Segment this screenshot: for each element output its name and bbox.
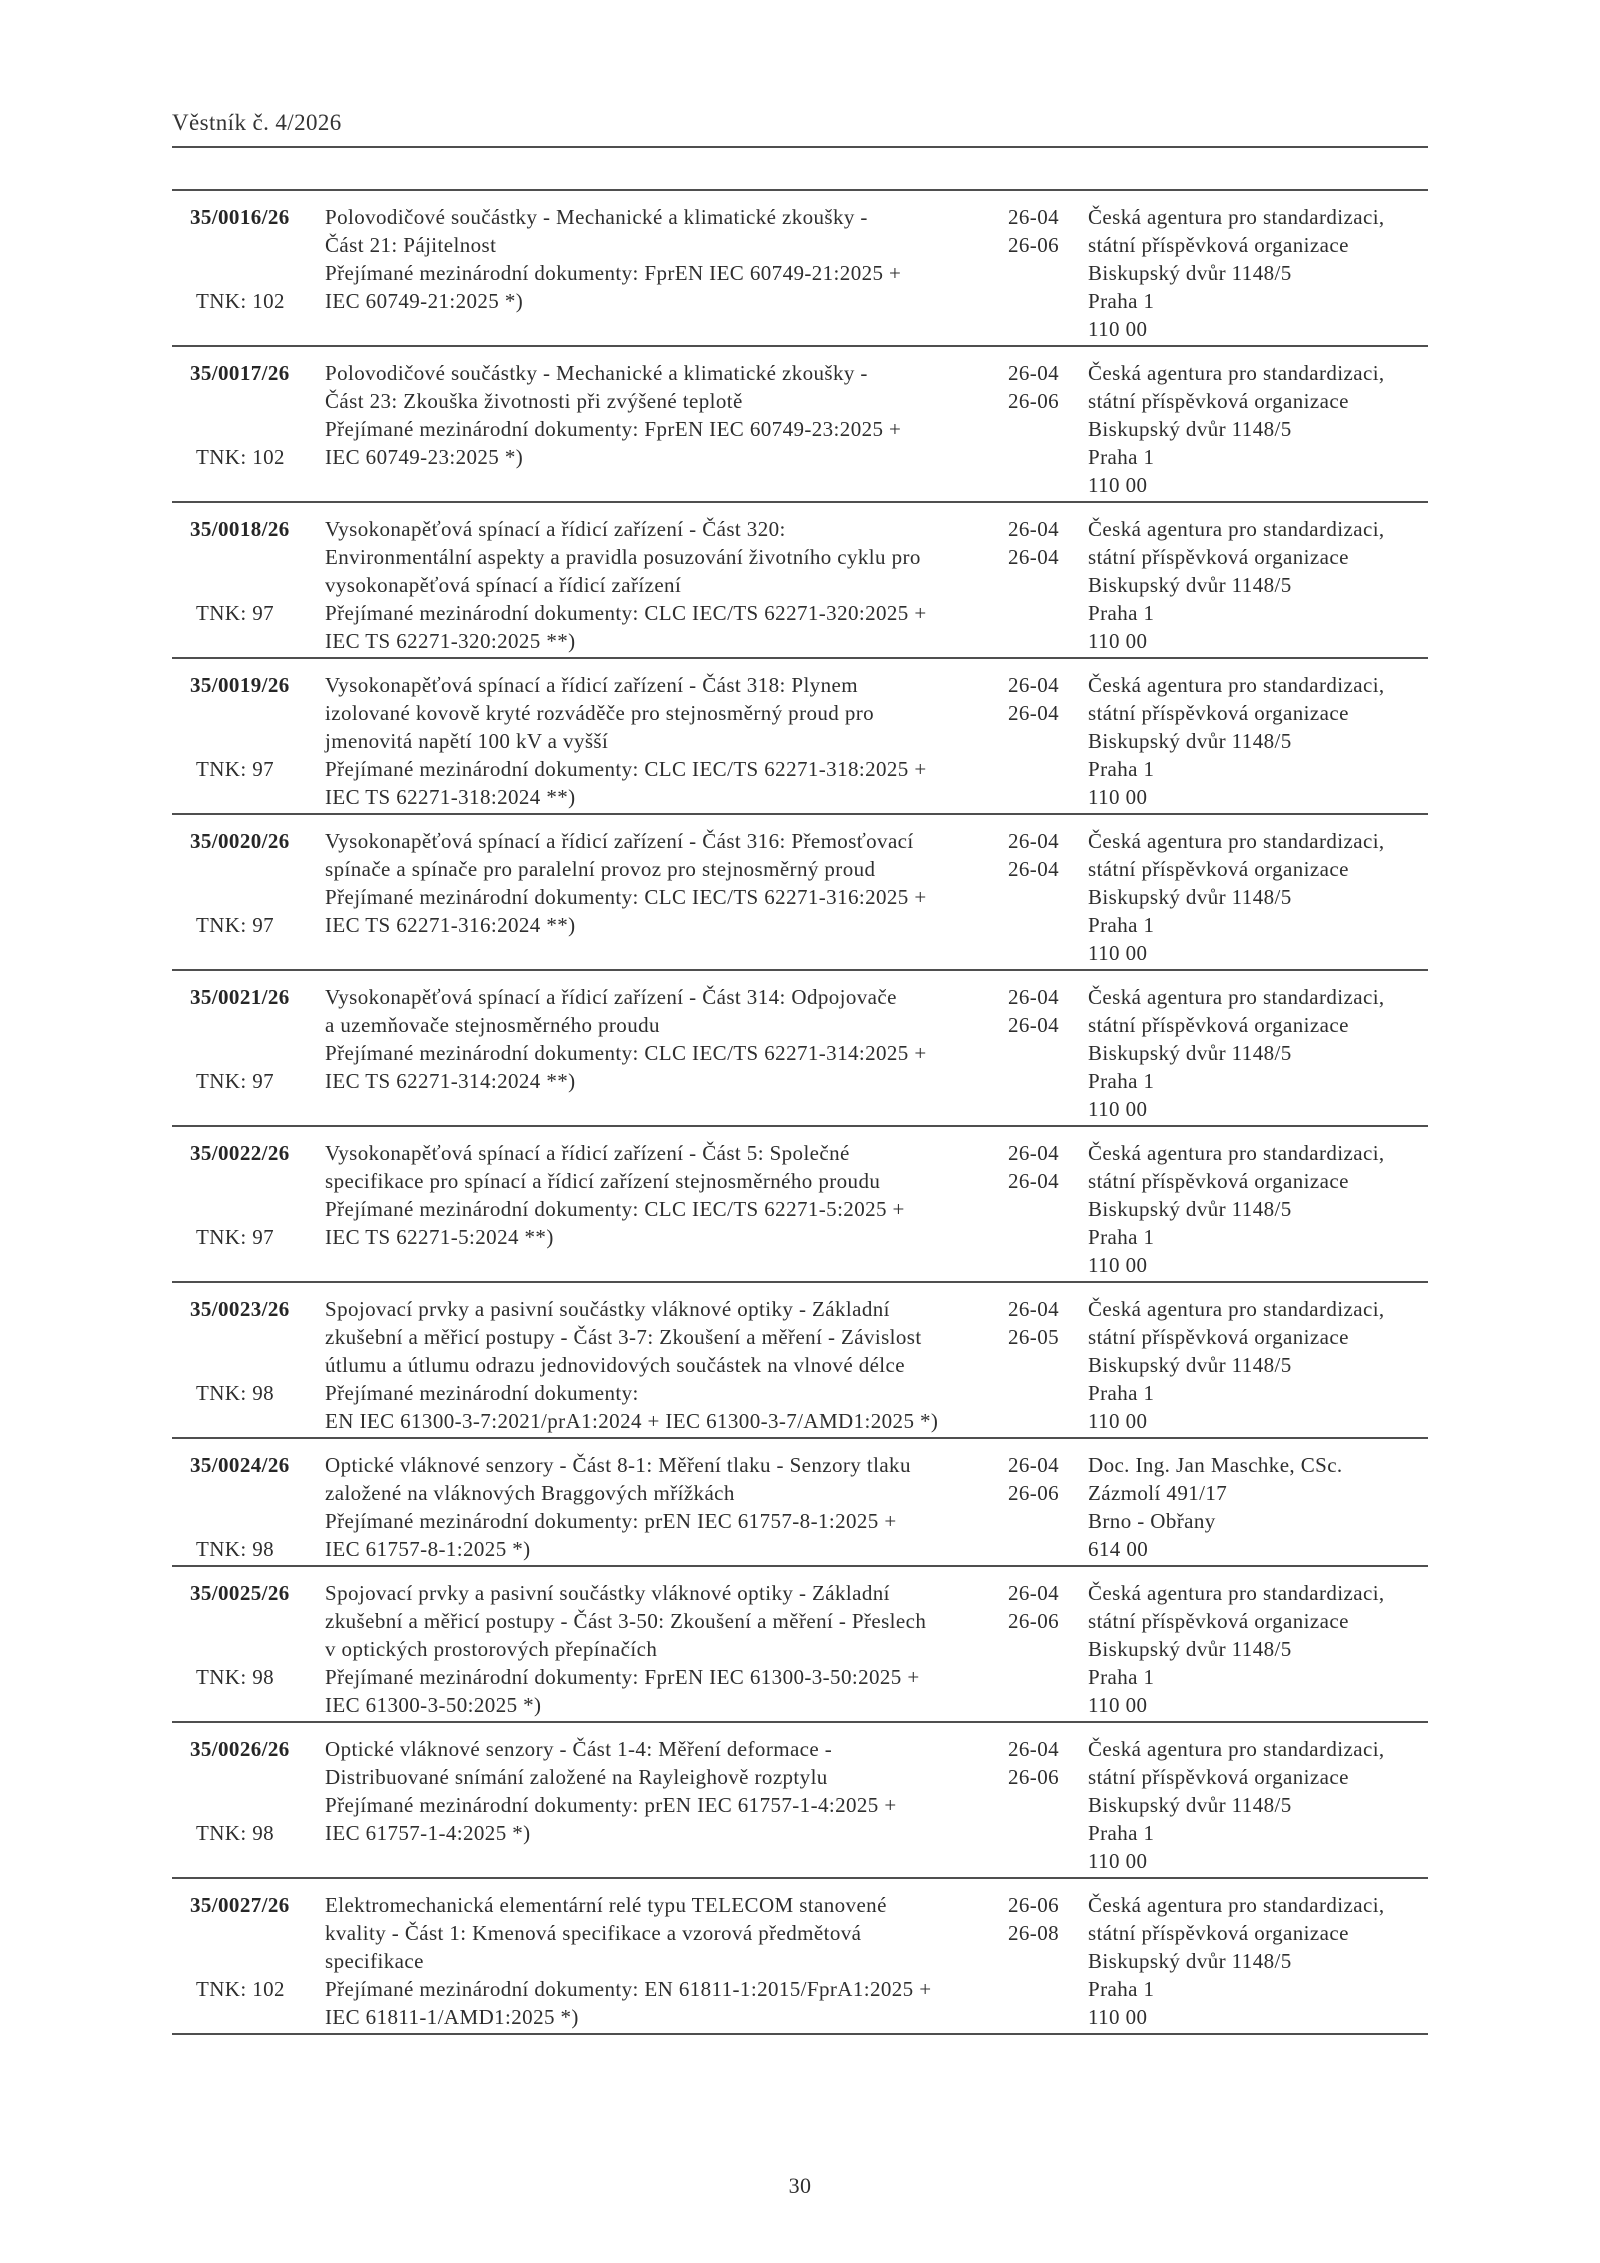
entry-description-line: v optických prostorových přepínačích <box>325 1637 658 1661</box>
entry-address-line: Česká agentura pro standardizaci, <box>1088 673 1385 697</box>
entry-address <box>1088 515 1428 655</box>
entry-address <box>1088 1139 1428 1279</box>
entry-id: 35/0016/26 <box>190 205 290 229</box>
entry-address-line: 110 00 <box>1088 941 1148 965</box>
entry-address-line: 110 00 <box>1088 1253 1148 1277</box>
entry-description-line: jmenovitá napětí 100 kV a vyšší <box>325 729 609 753</box>
entry-description-line: specifikace pro spínací a řídicí zařízení stejnosměrného proudu <box>325 1169 881 1193</box>
entry-id-column <box>172 359 325 499</box>
entry-address <box>1088 1295 1428 1435</box>
entry-tnk: TNK: 98 <box>196 1665 275 1689</box>
page-header <box>172 108 1428 148</box>
entry-address-line: státní příspěvková organizace <box>1088 701 1349 725</box>
entry-description-line: Přejímané mezinárodní dokumenty: FprEN IEC 60749-23:2025 + <box>325 417 902 441</box>
entry-date: 26-04 <box>1008 1297 1059 1321</box>
entry-tnk: TNK: 102 <box>196 445 285 469</box>
entry-dates <box>1008 359 1088 499</box>
entry-address-line: Praha 1 <box>1088 601 1155 625</box>
standard-entry-row <box>172 657 1428 813</box>
entry-description-line: Přejímané mezinárodní dokumenty: prEN IEC 61757-1-4:2025 + <box>325 1793 897 1817</box>
entry-id-column <box>172 203 325 343</box>
entry-address-line: 110 00 <box>1088 1693 1148 1717</box>
entry-id-column <box>172 1735 325 1875</box>
entry-dates <box>1008 983 1088 1123</box>
entry-address-line: Biskupský dvůr 1148/5 <box>1088 1353 1292 1377</box>
entry-address-line: 110 00 <box>1088 1097 1148 1121</box>
entry-description-line: IEC 61300-3-50:2025 *) <box>325 1693 542 1717</box>
entry-description-line: IEC 61811-1/AMD1:2025 *) <box>325 2005 579 2029</box>
entry-address-line: Praha 1 <box>1088 289 1155 313</box>
entry-dates <box>1008 827 1088 967</box>
entry-date: 26-04 <box>1008 205 1059 229</box>
entry-tnk: TNK: 97 <box>196 913 275 937</box>
entry-id: 35/0025/26 <box>190 1581 290 1605</box>
entry-description <box>325 1139 1008 1279</box>
entry-description <box>325 1295 1008 1435</box>
entry-tnk: TNK: 97 <box>196 601 275 625</box>
entry-description-line: Přejímané mezinárodní dokumenty: CLC IEC/TS 62271-5:2025 + <box>325 1197 905 1221</box>
entry-id: 35/0027/26 <box>190 1893 290 1917</box>
entry-description <box>325 1735 1008 1875</box>
entry-id-column <box>172 671 325 811</box>
entry-date: 26-04 <box>1008 1453 1059 1477</box>
entry-id-column <box>172 983 325 1123</box>
entry-description <box>325 1451 1008 1563</box>
entry-description-line: Část 21: Pájitelnost <box>325 233 497 257</box>
entry-description-line: Polovodičové součástky - Mechanické a klimatické zkoušky - <box>325 205 868 229</box>
entry-address-line: státní příspěvková organizace <box>1088 545 1349 569</box>
entry-tnk: TNK: 98 <box>196 1381 275 1405</box>
entry-address-line: Česká agentura pro standardizaci, <box>1088 517 1385 541</box>
entry-id-column <box>172 827 325 967</box>
entry-address-line: Praha 1 <box>1088 757 1155 781</box>
entry-description-line: IEC 60749-23:2025 *) <box>325 445 524 469</box>
entry-id: 35/0020/26 <box>190 829 290 853</box>
entry-description-line: IEC TS 62271-316:2024 **) <box>325 913 576 937</box>
entry-date: 26-05 <box>1008 1325 1059 1349</box>
entry-id-column <box>172 1139 325 1279</box>
entry-description-line: zkušební a měřicí postupy - Část 3-50: Zkoušení a měření - Přeslech <box>325 1609 927 1633</box>
entry-dates <box>1008 1139 1088 1279</box>
entry-address-line: 110 00 <box>1088 785 1148 809</box>
entry-address-line: Praha 1 <box>1088 445 1155 469</box>
standard-entry-row <box>172 969 1428 1125</box>
entry-address-line: státní příspěvková organizace <box>1088 857 1349 881</box>
entry-address <box>1088 1579 1428 1719</box>
entry-address-line: 614 00 <box>1088 1537 1149 1561</box>
entry-address-line: Česká agentura pro standardizaci, <box>1088 1581 1385 1605</box>
standard-entry-row <box>172 1565 1428 1721</box>
entry-address <box>1088 203 1428 343</box>
entry-description <box>325 203 1008 343</box>
standard-entry-row <box>172 1125 1428 1281</box>
entry-id: 35/0017/26 <box>190 361 290 385</box>
entry-description-line: Přejímané mezinárodní dokumenty: <box>325 1381 639 1405</box>
entry-description <box>325 1891 1008 2031</box>
entry-address-line: Biskupský dvůr 1148/5 <box>1088 417 1292 441</box>
entry-address-line: 110 00 <box>1088 317 1148 341</box>
entry-address-line: státní příspěvková organizace <box>1088 1013 1349 1037</box>
entry-description-line: vysokonapěťová spínací a řídicí zařízení <box>325 573 682 597</box>
entry-address-line: Brno - Obřany <box>1088 1509 1216 1533</box>
standards-entries-table <box>172 189 1428 2035</box>
entry-id: 35/0019/26 <box>190 673 290 697</box>
entry-address <box>1088 827 1428 967</box>
entry-description-line: Přejímané mezinárodní dokumenty: FprEN IEC 60749-21:2025 + <box>325 261 902 285</box>
entry-address <box>1088 1451 1428 1563</box>
entry-address-line: Praha 1 <box>1088 913 1155 937</box>
entry-address-line: Praha 1 <box>1088 1381 1155 1405</box>
standard-entry-row <box>172 189 1428 345</box>
entry-date: 26-04 <box>1008 1013 1059 1037</box>
entry-description-line: Přejímané mezinárodní dokumenty: EN 61811-1:2015/FprA1:2025 + <box>325 1977 932 2001</box>
entry-description-line: Přejímané mezinárodní dokumenty: FprEN IEC 61300-3-50:2025 + <box>325 1665 920 1689</box>
entry-address-line: Biskupský dvůr 1148/5 <box>1088 1949 1292 1973</box>
entry-description-line: Spojovací prvky a pasivní součástky vláknové optiky - Základní <box>325 1581 890 1605</box>
entry-description-line: spínače a spínače pro paralelní provoz pro stejnosměrný proud <box>325 857 876 881</box>
standard-entry-row <box>172 1877 1428 2033</box>
entry-date: 26-06 <box>1008 1481 1059 1505</box>
entry-address-line: Praha 1 <box>1088 1225 1155 1249</box>
entry-description-line: Část 23: Zkouška životnosti při zvýšené teplotě <box>325 389 743 413</box>
entry-description <box>325 827 1008 967</box>
entry-tnk: TNK: 97 <box>196 1225 275 1249</box>
entry-address-line: 110 00 <box>1088 1409 1148 1433</box>
entry-description-line: IEC TS 62271-320:2025 **) <box>325 629 576 653</box>
entry-description-line: Optické vláknové senzory - Část 8-1: Měření tlaku - Senzory tlaku <box>325 1453 911 1477</box>
entry-date: 26-06 <box>1008 1765 1059 1789</box>
entry-address-line: 110 00 <box>1088 1849 1148 1873</box>
entry-id-column <box>172 1295 325 1435</box>
entry-date: 26-06 <box>1008 389 1059 413</box>
entry-address-line: Česká agentura pro standardizaci, <box>1088 1893 1385 1917</box>
standard-entry-row <box>172 813 1428 969</box>
entry-description <box>325 359 1008 499</box>
entry-date: 26-04 <box>1008 1141 1059 1165</box>
entry-id-column <box>172 1579 325 1719</box>
entry-description-line: IEC 61757-8-1:2025 *) <box>325 1537 531 1561</box>
entry-description-line: Přejímané mezinárodní dokumenty: CLC IEC/TS 62271-320:2025 + <box>325 601 927 625</box>
entry-address-line: Česká agentura pro standardizaci, <box>1088 1141 1385 1165</box>
entry-description-line: Optické vláknové senzory - Část 1-4: Měření deformace - <box>325 1737 833 1761</box>
entry-description-line: zkušební a měřicí postupy - Část 3-7: Zkoušení a měření - Závislost <box>325 1325 922 1349</box>
entry-description-line: IEC TS 62271-318:2024 **) <box>325 785 576 809</box>
entry-date: 26-04 <box>1008 1169 1059 1193</box>
entry-id: 35/0023/26 <box>190 1297 290 1321</box>
entry-description-line: IEC 61757-1-4:2025 *) <box>325 1821 531 1845</box>
entry-date: 26-06 <box>1008 1609 1059 1633</box>
entry-description-line: kvality - Část 1: Kmenová specifikace a vzorová předmětová <box>325 1921 862 1945</box>
entry-dates <box>1008 1735 1088 1875</box>
entry-address-line: Česká agentura pro standardizaci, <box>1088 829 1385 853</box>
entry-address-line: 110 00 <box>1088 629 1148 653</box>
entry-date: 26-08 <box>1008 1921 1059 1945</box>
entry-date: 26-04 <box>1008 673 1059 697</box>
entry-address-line: 110 00 <box>1088 473 1148 497</box>
entry-date: 26-04 <box>1008 517 1059 541</box>
entry-address-line: Česká agentura pro standardizaci, <box>1088 1297 1385 1321</box>
entry-description-line: IEC TS 62271-5:2024 **) <box>325 1225 554 1249</box>
entry-description-line: a uzemňovače stejnosměrného proudu <box>325 1013 660 1037</box>
entry-description-line: Environmentální aspekty a pravidla posuzování životního cyklu pro <box>325 545 921 569</box>
entry-address-line: 110 00 <box>1088 2005 1148 2029</box>
entry-description-line: izolované kovově kryté rozváděče pro stejnosměrný proud pro <box>325 701 875 725</box>
entry-description-line: Vysokonapěťová spínací a řídicí zařízení - Část 320: <box>325 517 786 541</box>
entry-address-line: Praha 1 <box>1088 1977 1155 2001</box>
entry-id-column <box>172 1451 325 1563</box>
entry-address-line: státní příspěvková organizace <box>1088 389 1349 413</box>
entry-date: 26-04 <box>1008 361 1059 385</box>
entry-dates <box>1008 1295 1088 1435</box>
entry-description <box>325 1579 1008 1719</box>
entry-date: 26-06 <box>1008 1893 1059 1917</box>
entry-description-line: Přejímané mezinárodní dokumenty: CLC IEC/TS 62271-316:2025 + <box>325 885 927 909</box>
entry-tnk: TNK: 102 <box>196 289 285 313</box>
page-footer <box>0 2171 1600 2201</box>
entry-address-line: Praha 1 <box>1088 1069 1155 1093</box>
entry-description-line: Vysokonapěťová spínací a řídicí zařízení - Část 316: Přemosťovací <box>325 829 914 853</box>
entry-address <box>1088 359 1428 499</box>
entry-id-column <box>172 1891 325 2031</box>
header-rule <box>172 146 1428 148</box>
entry-description-line: Přejímané mezinárodní dokumenty: prEN IEC 61757-8-1:2025 + <box>325 1509 897 1533</box>
entry-address-line: Biskupský dvůr 1148/5 <box>1088 573 1292 597</box>
entry-date: 26-04 <box>1008 545 1059 569</box>
standard-entry-row <box>172 345 1428 501</box>
entry-tnk: TNK: 102 <box>196 1977 285 2001</box>
entry-dates <box>1008 203 1088 343</box>
entry-description <box>325 671 1008 811</box>
entry-id-column <box>172 515 325 655</box>
entry-dates <box>1008 671 1088 811</box>
entry-description-line: Přejímané mezinárodní dokumenty: CLC IEC/TS 62271-314:2025 + <box>325 1041 927 1065</box>
entry-description-line: Vysokonapěťová spínací a řídicí zařízení - Část 318: Plynem <box>325 673 858 697</box>
entry-description-line: Vysokonapěťová spínací a řídicí zařízení - Část 5: Společné <box>325 1141 850 1165</box>
entry-dates <box>1008 1579 1088 1719</box>
entry-address <box>1088 1735 1428 1875</box>
entry-address <box>1088 1891 1428 2031</box>
entry-address-line: státní příspěvková organizace <box>1088 1169 1349 1193</box>
entry-address-line: Česká agentura pro standardizaci, <box>1088 985 1385 1009</box>
entry-address-line: Česká agentura pro standardizaci, <box>1088 1737 1385 1761</box>
entry-date: 26-04 <box>1008 701 1059 725</box>
entry-address <box>1088 671 1428 811</box>
entry-id: 35/0026/26 <box>190 1737 290 1761</box>
entry-description-line: Elektromechanická elementární relé typu TELECOM stanovené <box>325 1893 887 1917</box>
entry-address-line: Doc. Ing. Jan Maschke, CSc. <box>1088 1453 1343 1477</box>
entry-dates <box>1008 1451 1088 1563</box>
entry-address-line: Biskupský dvůr 1148/5 <box>1088 1197 1292 1221</box>
entry-description-line: Přejímané mezinárodní dokumenty: CLC IEC/TS 62271-318:2025 + <box>325 757 927 781</box>
entry-tnk: TNK: 97 <box>196 757 275 781</box>
entry-description-line: Polovodičové součástky - Mechanické a klimatické zkoušky - <box>325 361 868 385</box>
entry-address-line: státní příspěvková organizace <box>1088 1765 1349 1789</box>
entry-address-line: Biskupský dvůr 1148/5 <box>1088 1793 1292 1817</box>
entry-tnk: TNK: 97 <box>196 1069 275 1093</box>
entry-address-line: státní příspěvková organizace <box>1088 233 1349 257</box>
entry-description <box>325 983 1008 1123</box>
entry-tnk: TNK: 98 <box>196 1537 275 1561</box>
entry-description-line: Spojovací prvky a pasivní součástky vláknové optiky - Základní <box>325 1297 890 1321</box>
entry-description-line: IEC 60749-21:2025 *) <box>325 289 524 313</box>
entry-id: 35/0018/26 <box>190 517 290 541</box>
entry-id: 35/0024/26 <box>190 1453 290 1477</box>
entry-id: 35/0022/26 <box>190 1141 290 1165</box>
entry-address-line: Zázmolí 491/17 <box>1088 1481 1228 1505</box>
entry-description-line: Vysokonapěťová spínací a řídicí zařízení - Část 314: Odpojovače <box>325 985 897 1009</box>
entry-date: 26-04 <box>1008 985 1059 1009</box>
entry-dates <box>1008 515 1088 655</box>
page-number: 30 <box>788 2173 812 2198</box>
entry-address-line: Biskupský dvůr 1148/5 <box>1088 1637 1292 1661</box>
entry-description-line: Distribuované snímání založené na Rayleighově rozptylu <box>325 1765 828 1789</box>
entry-description-line: EN IEC 61300-3-7:2021/prA1:2024 + IEC 61300-3-7/AMD1:2025 *) <box>325 1409 939 1433</box>
entry-address-line: Biskupský dvůr 1148/5 <box>1088 1041 1292 1065</box>
entry-date: 26-04 <box>1008 857 1059 881</box>
entry-address-line: Praha 1 <box>1088 1665 1155 1689</box>
entry-date: 26-04 <box>1008 1581 1059 1605</box>
entry-tnk: TNK: 98 <box>196 1821 275 1845</box>
entry-description-line: útlumu a útlumu odrazu jednovidových součástek na vlnové délce <box>325 1353 905 1377</box>
entry-description <box>325 515 1008 655</box>
page-header-title: Věstník č. 4/2026 <box>172 110 342 135</box>
standard-entry-row <box>172 1281 1428 1437</box>
entry-address-line: Česká agentura pro standardizaci, <box>1088 205 1385 229</box>
standard-entry-row <box>172 501 1428 657</box>
entry-description-line: založené na vláknových Braggových mřížkách <box>325 1481 735 1505</box>
entry-address-line: státní příspěvková organizace <box>1088 1609 1349 1633</box>
entry-date: 26-06 <box>1008 233 1059 257</box>
entry-date: 26-04 <box>1008 829 1059 853</box>
standard-entry-row <box>172 1437 1428 1565</box>
entry-date: 26-04 <box>1008 1737 1059 1761</box>
entry-address-line: Praha 1 <box>1088 1821 1155 1845</box>
entry-description-line: IEC TS 62271-314:2024 **) <box>325 1069 576 1093</box>
entry-address-line: Biskupský dvůr 1148/5 <box>1088 885 1292 909</box>
entry-address-line: Biskupský dvůr 1148/5 <box>1088 261 1292 285</box>
entry-dates <box>1008 1891 1088 2031</box>
entry-description-line: specifikace <box>325 1949 424 1973</box>
entry-address-line: Biskupský dvůr 1148/5 <box>1088 729 1292 753</box>
standard-entry-row <box>172 1721 1428 1877</box>
entry-address-line: státní příspěvková organizace <box>1088 1325 1349 1349</box>
entry-address-line: Česká agentura pro standardizaci, <box>1088 361 1385 385</box>
entry-address-line: státní příspěvková organizace <box>1088 1921 1349 1945</box>
entry-id: 35/0021/26 <box>190 985 290 1009</box>
entry-address <box>1088 983 1428 1123</box>
